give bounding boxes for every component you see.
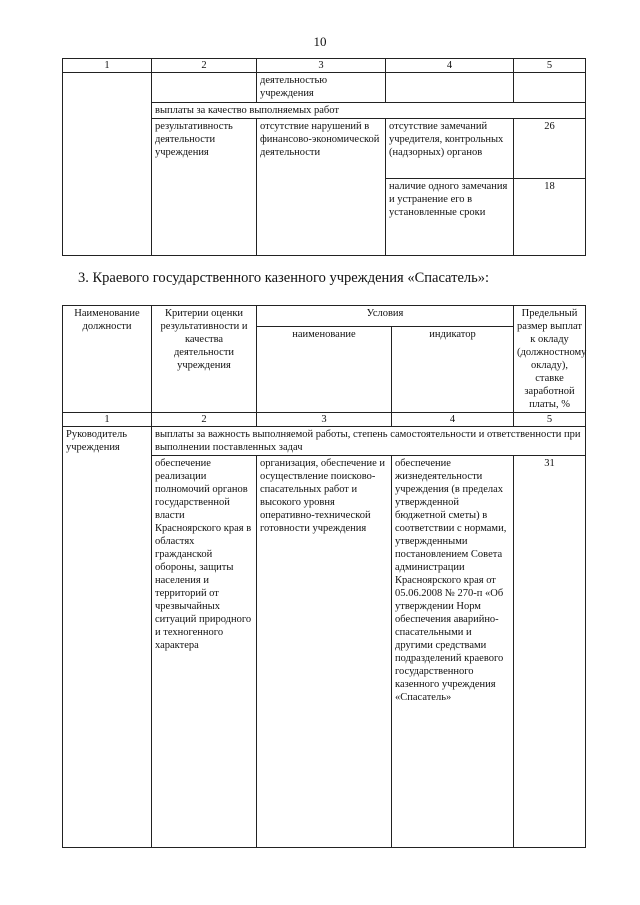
- column-number: 2: [152, 413, 257, 427]
- column-number: 1: [63, 413, 152, 427]
- column-number: 4: [392, 413, 514, 427]
- table-cell: [386, 73, 514, 103]
- indicator-cell: отсутствие замечаний учредителя, контрольных (надзорных) органов: [386, 119, 514, 179]
- header-position: Наименование должности: [63, 306, 152, 413]
- header-indicator: индикатор: [392, 327, 514, 413]
- column-number: 2: [152, 59, 257, 73]
- indicator-cell: наличие одного замечания и устранение его в установленные сроки: [386, 179, 514, 256]
- criteria-table: [62, 305, 586, 848]
- column-number: 3: [257, 59, 386, 73]
- header-conditions: Условия: [257, 306, 514, 327]
- position-cell-empty: [63, 73, 152, 256]
- header-name: наименование: [257, 327, 392, 413]
- table-cell: [514, 73, 586, 103]
- header-criteria: Критерии оценки результативности и качества деятельности учреждения: [152, 306, 257, 413]
- indicator-cell: обеспечение жизнедеятельности учреждения (в пределах утвержденной бюджетной сметы) в соответствии с нормами, утвержденными постановлением Совета администрации Красноярского края от 05.06.2008 № 270-п «Об утверждении Норм обеспечения аварийно-спасательными и другими средствами подразделений краевого государственного казенного учреждения «Спасатель»: [392, 456, 514, 848]
- column-number: 5: [514, 59, 586, 73]
- page-number: 10: [313, 34, 327, 49]
- section-heading: 3. Краевого государственного казенного учреждения «Спасатель»:: [78, 270, 490, 286]
- criteria-table-continued: [62, 58, 586, 256]
- position-cell: Руководитель учреждения: [63, 427, 152, 848]
- rate-cell: 18: [514, 179, 586, 256]
- rate-cell: 31: [514, 456, 586, 848]
- table-cell: [152, 73, 257, 103]
- criterion-cell: обеспечение реализации полномочий органов государственной власти Красноярского края в областях гражданской обороны, защиты населения и территорий от чрезвычайных ситуаций природного и техногенного характера: [152, 456, 257, 848]
- condition-name-cell: организация, обеспечение и осуществление поисково-спасательных работ и высокого уровня оперативно-технической готовности учреждения: [257, 456, 392, 848]
- section-title: выплаты за важность выполняемой работы, степень самостоятельности и ответственности при выполнении поставленных задач: [152, 427, 586, 456]
- criterion-cell: результативность деятельности учреждения: [152, 119, 257, 256]
- section-title: выплаты за качество выполняемых работ: [152, 103, 586, 119]
- column-number: 4: [386, 59, 514, 73]
- table-cell: деятельностью учреждения: [257, 73, 386, 103]
- header-max-size: Предельный размер выплат к окладу (должностному окладу), ставке заработной платы, %: [514, 306, 586, 413]
- column-number: 3: [257, 413, 392, 427]
- column-number: 5: [514, 413, 586, 427]
- rate-cell: 26: [514, 119, 586, 179]
- condition-name-cell: отсутствие нарушений в финансово-экономической деятельности: [257, 119, 386, 256]
- column-number: 1: [63, 59, 152, 73]
